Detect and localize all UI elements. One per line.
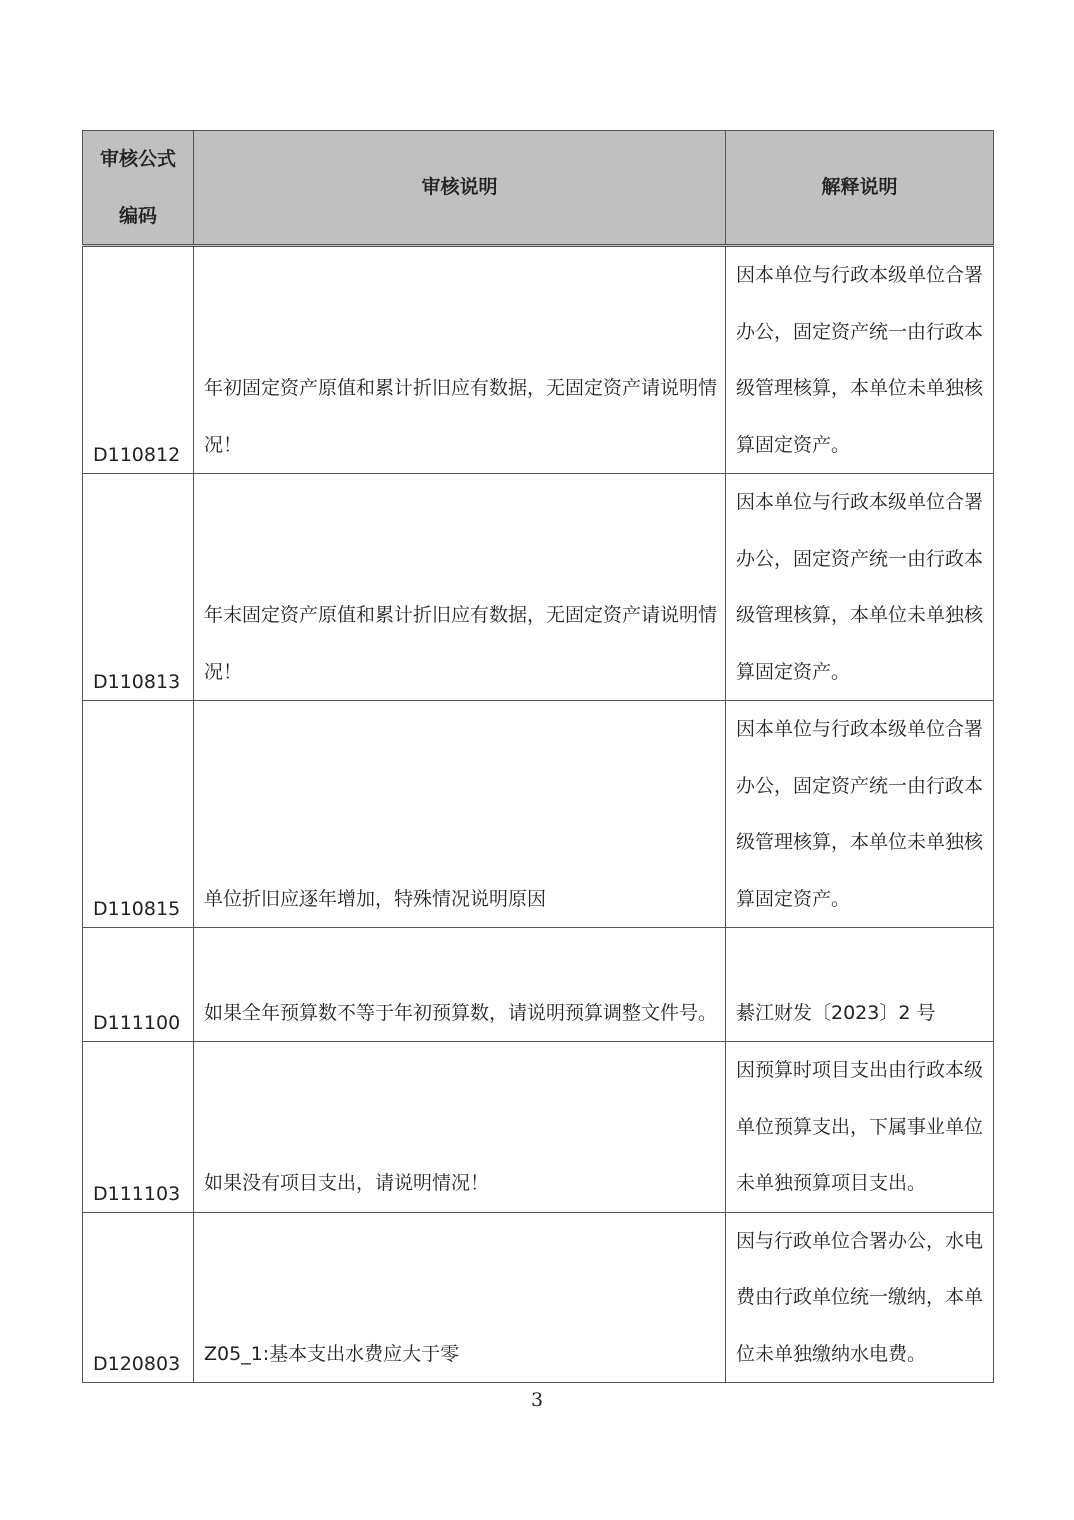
table-row xyxy=(83,701,994,928)
row-code: D120803 xyxy=(83,1212,194,1383)
row-code: D110813 xyxy=(83,474,194,701)
row-audit-desc: 年初固定资产原值和累计折旧应有数据，无固定资产请说明情况！ xyxy=(194,246,726,474)
row-explanation: 綦江财发〔2023〕2 号 xyxy=(726,928,994,1042)
audit-explanation-table xyxy=(82,130,994,1383)
table-row xyxy=(83,1042,994,1213)
row-explanation: 因本单位与行政本级单位合署办公，固定资产统一由行政本级管理核算，本单位未单独核算固定资产。 xyxy=(726,474,994,701)
header-row xyxy=(83,131,994,246)
row-audit-desc: Z05_1:基本支出水费应大于零 xyxy=(194,1212,726,1383)
row-explanation: 因与行政单位合署办公，水电费由行政单位统一缴纳，本单位未单独缴纳水电费。 xyxy=(726,1212,994,1383)
row-explanation: 因本单位与行政本级单位合署办公，固定资产统一由行政本级管理核算，本单位未单独核算固定资产。 xyxy=(726,701,994,928)
row-audit-desc: 年末固定资产原值和累计折旧应有数据，无固定资产请说明情况！ xyxy=(194,474,726,701)
header-explanation: 解释说明 xyxy=(726,131,994,246)
table-body xyxy=(83,246,994,1383)
row-code: D111100 xyxy=(83,928,194,1042)
header-code: 审核公式编码 xyxy=(83,131,194,246)
row-audit-desc: 如果全年预算数不等于年初预算数，请说明预算调整文件号。 xyxy=(194,928,726,1042)
table-header xyxy=(83,131,994,246)
row-audit-desc: 如果没有项目支出，请说明情况！ xyxy=(194,1042,726,1213)
row-code: D110812 xyxy=(83,246,194,474)
header-audit-desc: 审核说明 xyxy=(194,131,726,246)
table-row xyxy=(83,928,994,1042)
table-row xyxy=(83,1212,994,1383)
row-explanation: 因本单位与行政本级单位合署办公，固定资产统一由行政本级管理核算，本单位未单独核算固定资产。 xyxy=(726,246,994,474)
row-audit-desc: 单位折旧应逐年增加，特殊情况说明原因 xyxy=(194,701,726,928)
page-number: 3 xyxy=(530,1389,544,1411)
table-row xyxy=(83,246,994,474)
row-explanation: 因预算时项目支出由行政本级单位预算支出，下属事业单位未单独预算项目支出。 xyxy=(726,1042,994,1213)
table-row xyxy=(83,474,994,701)
row-code: D110815 xyxy=(83,701,194,928)
row-code: D111103 xyxy=(83,1042,194,1213)
